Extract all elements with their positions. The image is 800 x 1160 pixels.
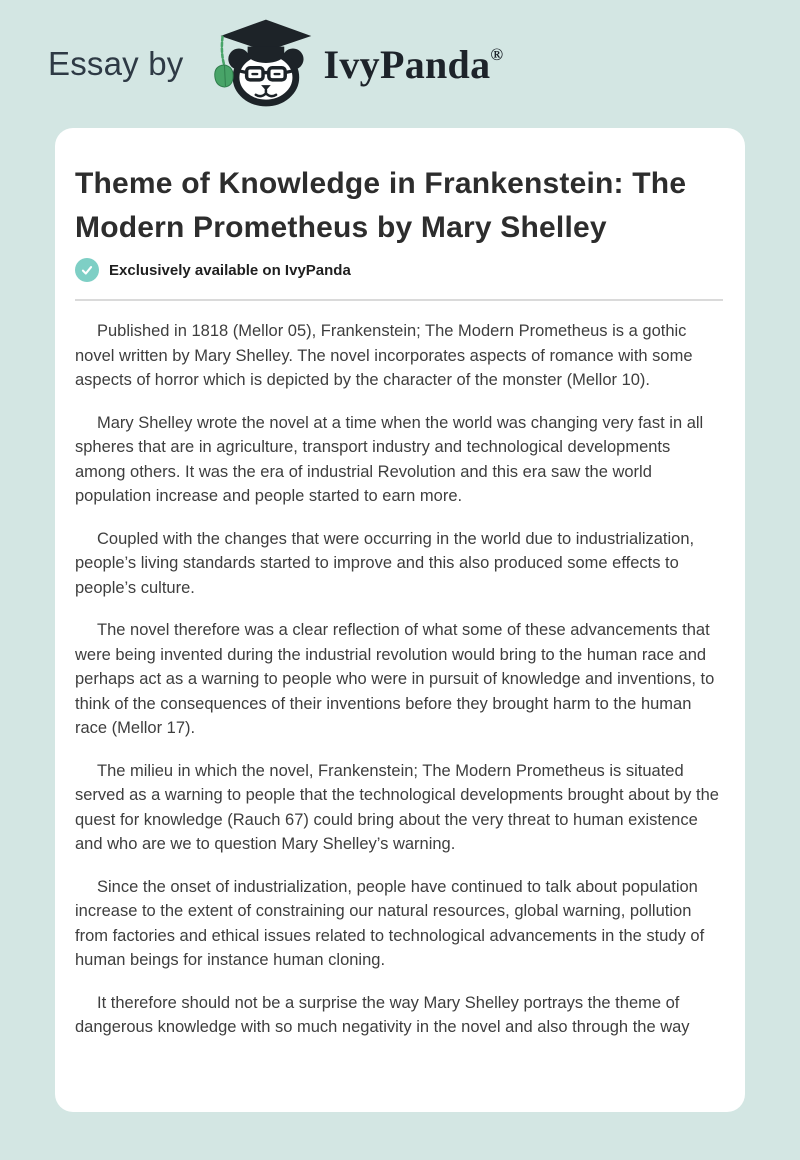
essay-paragraph: The milieu in which the novel, Frankenstein; The Modern Prometheus is situated served as a warning to people that the technological developments brought about by the quest for knowledge (Rauch 67) could bring about the very threat to human existence and who are we to question Mary Shelley’s warning.: [75, 761, 719, 853]
site-header: [0, 0, 800, 128]
brand-text: IvyPanda: [323, 41, 491, 87]
divider: [75, 299, 723, 301]
essay-by-label: Essay by: [48, 45, 184, 82]
essay-paragraph: Since the onset of industrialization, people have continued to talk about population increase to the extent of constraining our natural resources, global warning, pollution from factories and ethical issues related to technological advancements in the study of human beings for instance human cloning.: [75, 877, 705, 969]
ivypanda-logo[interactable]: [210, 16, 504, 113]
check-icon: [75, 258, 99, 282]
essay-paragraph: It therefore should not be a surprise the way Mary Shelley portrays the theme of dangerous knowledge with so much negativity in the novel and also through the way: [75, 993, 690, 1036]
essay-paragraph: The novel therefore was a clear reflection of what some of these advancements that were being invented during the industrial revolution would bring to the human race and perhaps act as a warning to people who were in pursuit of knowledge and inventions, to think of the consequences of their inventions before they brought harm to the human race (Mellor 17).: [75, 621, 715, 737]
availability-badge: [75, 258, 723, 282]
essay-body: [75, 319, 723, 1040]
brand-name: [324, 41, 504, 88]
essay-paragraph: Coupled with the changes that were occurring in the world due to industrialization, people’s living standards started to improve and this also produced some effects to people’s culture.: [75, 529, 695, 597]
registered-mark: ®: [490, 44, 504, 64]
essay-paragraph: Published in 1818 (Mellor 05), Frankenstein; The Modern Prometheus is a gothic novel written by Mary Shelley. The novel incorporates aspects of romance with some aspects of horror which is depicted by the character of the monster (Mellor 10).: [75, 322, 693, 389]
essay-title: Theme of Knowledge in Frankenstein: The Modern Prometheus by Mary Shelley: [75, 167, 687, 244]
essay-paragraph: Mary Shelley wrote the novel at a time when the world was changing very fast in all spheres that are in agriculture, transport industry and technological developments among others. It was the era of industrial Revolution and this era saw the world population increase and people started to earn more.: [75, 413, 704, 505]
availability-badge-label: Exclusively available on IvyPanda: [109, 261, 351, 279]
panda-graduate-icon: [210, 16, 318, 113]
essay-card: [55, 128, 745, 1112]
